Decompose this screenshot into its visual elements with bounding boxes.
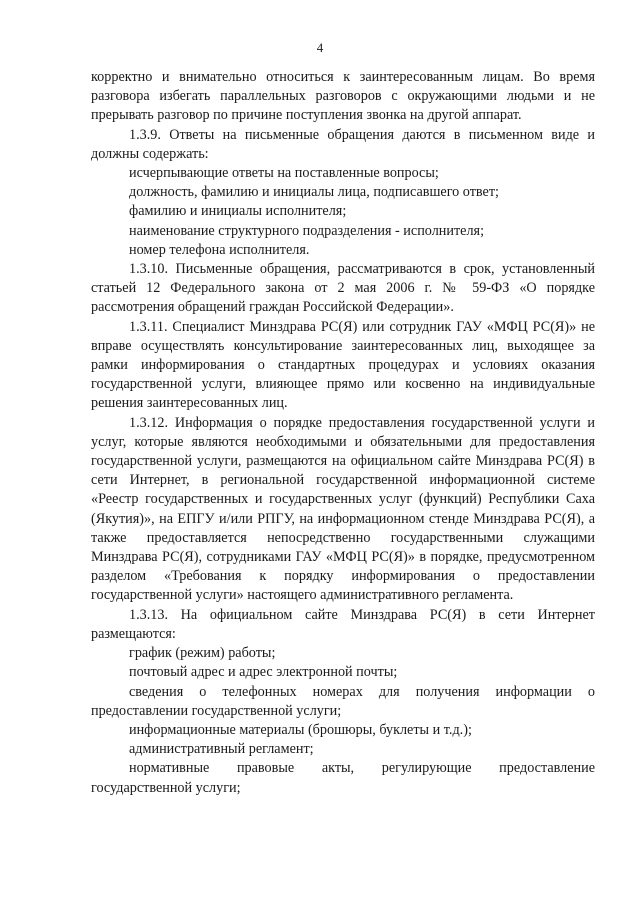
list-item: сведения о телефонных номерах для получения информации о предоставлении государственной услуги;	[91, 683, 595, 719]
document-body	[91, 68, 595, 798]
paragraph-1-3-10: 1.3.10. Письменные обращения, рассматриваются в срок, установленный статьей 12 Федерального закона от 2 мая 2006 г. № 59-ФЗ «О порядке рассмотрения обращений граждан Российской Федерации».	[91, 261, 595, 316]
paragraph-1-3-9: 1.3.9. Ответы на письменные обращения даются в письменном виде и должны содержать:	[91, 126, 595, 162]
list-item: исчерпывающие ответы на поставленные вопросы;	[129, 165, 439, 182]
paragraph-1-3-12: 1.3.12. Информация о порядке предоставления государственной услуги и услуг, которые являются необходимыми и обязательными для предоставления государственной услуги, размещаются на официальном сайте Минздрава РС(Я) в сети Интернет, в региональной государственной информационной системе «Реестр государственных и государственных услуг (функций) Республики Саха (Якутия)», на ЕПГУ и/или РПГУ, на информационном стенде Минздрава РС(Я), а также предоставляется непосредственно государственными служащими Минздрава РС(Я), сотрудниками ГАУ «МФЦ РС(Я)» в порядке, предусмотренном разделом «Требования к порядку информирования о предоставлении государственной услуги» настоящего административного регламента.	[91, 414, 595, 604]
list-item: почтовый адрес и адрес электронной почты;	[129, 664, 398, 681]
list-item: наименование структурного подразделения - исполнителя;	[129, 222, 485, 239]
list-item: номер телефона исполнителя.	[129, 241, 310, 258]
paragraph-1-3-13: 1.3.13. На официальном сайте Минздрава РС(Я) в сети Интернет размещаются:	[91, 606, 595, 642]
paragraph-continuation: корректно и внимательно относиться к заинтересованным лицам. Во время разговора избегать параллельных разговоров с окружающими людьми и не прерывать разговор по причине поступления звонка на другой аппарат.	[91, 69, 595, 124]
list-item: график (режим) работы;	[129, 645, 276, 662]
list-item: фамилию и инициалы исполнителя;	[129, 203, 347, 220]
paragraph-1-3-11: 1.3.11. Специалист Минздрава РС(Я) или сотрудник ГАУ «МФЦ РС(Я)» не вправе осуществлять консультирование заинтересованных лиц, выходящее за рамки информирования о стандартных процедурах и условиях оказания государственной услуги, влияющее прямо или косвенно на индивидуальные решения заинтересованных лиц.	[91, 318, 595, 412]
list-item: нормативные правовые акты, регулирующие предоставление государственной услуги;	[91, 760, 595, 796]
list-item: административный регламент;	[129, 741, 314, 758]
list-item: информационные материалы (брошюры, буклеты и т.д.);	[129, 721, 472, 738]
page-number: 4	[316, 40, 324, 55]
list-item: должность, фамилию и инициалы лица, подписавшего ответ;	[129, 184, 499, 201]
